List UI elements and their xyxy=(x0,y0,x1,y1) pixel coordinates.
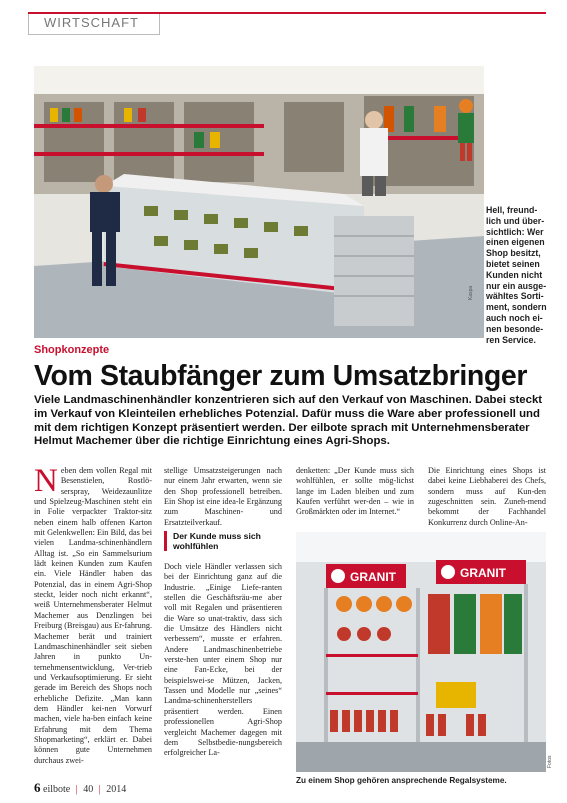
photo-credit-top: Kaspa xyxy=(468,285,474,300)
photo-caption-bottom: Zu einem Shop gehören ansprechende Regalsysteme. xyxy=(296,776,507,785)
page-footer xyxy=(34,780,126,796)
body-column-2b xyxy=(164,562,282,759)
footer-separator: | xyxy=(98,784,101,795)
page-number: 6 xyxy=(34,780,41,795)
body-text-column-2b: Doch viele Händler verlassen sich bei der Einrichtung ganz auf die Industrie. „Einige Liefe-ranten stellen die Geschäftsräu-me aber voll mit Regalen und präsentieren die Ware so unat-traktiv, dass sich die Umsätze des Händlers nicht verbessern“, musste er erfahren. Andere Landmaschinenbetriebe verste-hen unter einem Shop nur eine Fan-Ecke, bei der beispielswei-se Mützen, Jacken, Tassen und Modelle nur „seines“ Landma-schinenherstellers präsentiert werden. Einen professionellen Agri-Shop vergleicht Machemer dagegen mit dem Selbstbedie-nungsbereich erfolgreicher La- xyxy=(164,562,282,758)
body-text-column-4: Die Einrichtung eines Shops ist dabei keine Liebhaberei des Chefs, sondern muss auf Kun-den zugeschnitten sein. Zuneh-mend bekommt der Fachhandel Konkurrenz durch Online-An- xyxy=(428,466,546,527)
article-subhead: Der Kunde muss sich wohlfühlen xyxy=(164,531,282,551)
shop-interior-photo xyxy=(34,66,484,338)
body-column-4 xyxy=(428,466,546,528)
photo-caption-top: Hell, freund-lich und über-sichtlich: Wer einen eigenen Shop besitzt, bietet seinen Kunden nicht nur ein ausge-wähltes Sorti-ment, sondern auch noch ei-nen besonde-ren Service. xyxy=(486,205,547,345)
shop-interior-illustration xyxy=(34,66,484,338)
footer-separator: | xyxy=(75,784,78,795)
body-column-1 xyxy=(34,463,152,766)
issue-year: 2014 xyxy=(106,784,127,795)
section-label: WIRTSCHAFT xyxy=(44,15,139,30)
drop-cap: N xyxy=(34,463,58,499)
body-text-column-1: eben dem vollen Regal mit Besenstielen, Rostlö-serspray, Weidezaunlitze und Spielzeug-Maschinen steht ein in Folie verpackter Traktor-sitz neben einem halb offenen Karton mit Gelenkwellen: Ein Bild, das bei vielen Landma-schinenhändlern Alltag ist. „So ein Sammelsurium lädt keinen Kunden zum Kaufen ein. Viele Händler haben das Potenzial, das in einem Agri-Shop steckt, leider noch nicht erkannt“, weiß Unternehmensberater Helmut Machemer aus Denzlingen bei Freiburg (Breisgau) aus Er-fahrung. Machemer berät und trainiert Landmaschinenhändler seit sieben Jahren in punkto Un-ternehmensentwicklung, Ver-trieb und Verkaufsoptimierung. Er sieht gerade im Bereich des Shops noch erhebliche Defizite. „Man kann dem Händler kei-nen Vorwurf machen, viele ha-ben einfach keine Erfahrung mit dem Thema Shopmarketing“, erklärt er. Dabei können gute Unternehmen durchaus zwei- xyxy=(34,466,152,765)
granit-shelf-illustration xyxy=(296,532,546,772)
article-headline: Vom Staubfänger zum Umsatzbringer xyxy=(34,360,528,392)
magazine-name: eilbote xyxy=(43,784,71,795)
body-text-column-2a: stellige Umsatzsteigerungen nach nur einem Jahr erwarten, wenn sie den Shop professionell betreiben. Ein Shop ist eine idea-le Ergänzung zum Maschinen- und Ersatzteilverkauf. xyxy=(164,466,282,527)
article-lead: Viele Landmaschinenhändler konzentrieren sich auf den Verkauf von Maschinen. Dabei steckt im Verkauf von Kleinteilen erhebliches Potenzial. Dafür muss die Ware aber professionell und mit dem richtigen Konzept präsentiert werden. Der eilbote sprach mit Unternehmensberater Helmut Machemer über die richtige Einrichtung eines Agri-Shops. xyxy=(34,394,543,448)
granit-sign-right: GRANIT xyxy=(460,566,506,580)
body-column-2 xyxy=(164,466,282,528)
body-text-column-3: denketten: „Der Kunde muss sich wohlfühlen, er sollte mög-lichst lange im Laden bleiben und zum Kaufen verführt wer-den – wie in Großmärkten oder im Internet.“ xyxy=(296,466,414,517)
article-kicker: Shopkonzepte xyxy=(34,344,110,356)
issue-number: 40 xyxy=(83,784,94,795)
photo-credit-bottom: Fotos xyxy=(547,755,553,768)
body-column-3 xyxy=(296,466,414,518)
granit-shelf-photo xyxy=(296,532,546,772)
granit-sign-left: GRANIT xyxy=(350,570,396,584)
